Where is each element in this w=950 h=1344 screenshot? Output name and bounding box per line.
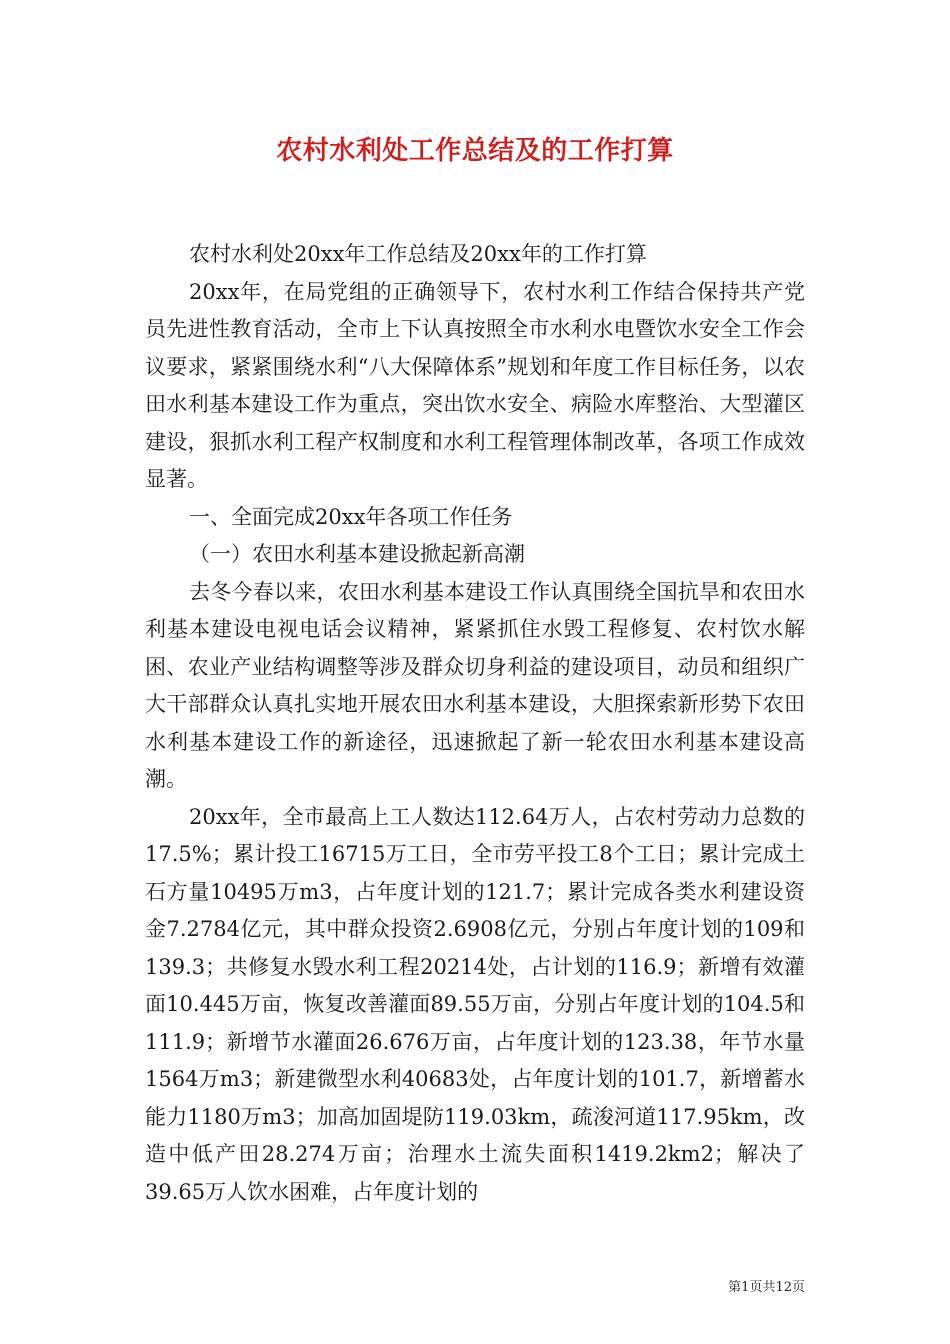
paragraph-statistics: 20xx年，全市最高上工人数达112.64万人，占农村劳动力总数的17.5%；累计投工16715万工日，全市劳平投工8个工日；累计完成土石方量10495万m3，占年度计划的121.7；累计完成各类水利建设资金7.2784亿元，其中群众投资2.6908亿元，分别占年度计划的109和139.3；共修复水毁水利工程20214处，占计划的116.9；新增有效灌面10.445万亩，恢复改善灌面89.55万亩，分别占年度计划的104.5和111.9；新增节水灌面26.676万亩，占年度计划的123.38，年节水量1564万m3；新建微型水利40683处，占年度计划的101.7，新增蓄水能力1180万m3；加高加固堤防119.03km，疏浚河道117.95km，改造中低产田28.274万亩；治理水土流失面积1419.2km2；解决了39.65万人饮水困难，占年度计划的 (145, 804, 805, 1204)
document-subtitle: 农村水利处20xx年工作总结及20xx年的工作打算 (189, 242, 647, 266)
paragraph-intro: 20xx年，在局党组的正确领导下，农村水利工作结合保持共产党员先进性教育活动，全市上下认真按照全市水利水电暨饮水安全工作会议要求，紧紧围绕水利“八大保障体系”规划和年度工作目标任务，以农田水利基本建设工作为重点，突出饮水安全、病险水库整治、大型灌区建设，狠抓水利工程产权制度和水利工程管理体制改革，各项工作成效显著。 (145, 279, 805, 491)
page-number: 第1页共12页 (728, 1280, 805, 1295)
subsection-heading: （一）农田水利基本建设掀起新高潮 (189, 542, 525, 566)
paragraph-construction: 去冬今春以来，农田水利基本建设工作认真围绕全国抗旱和农田水利基本建设电视电话会议精神，紧紧抓住水毁工程修复、农村饮水解困、农业产业结构调整等涉及群众切身利益的建设项目，动员和组织广大干部群众认真扎实地开展农田水利基本建设，大胆探索新形势下农田水利基本建设工作的新途径，迅速掀起了新一轮农田水利基本建设高潮。 (145, 579, 805, 791)
section-heading: 一、全面完成20xx年各项工作任务 (189, 504, 513, 529)
document-title: 农村水利处工作总结及的工作打算 (276, 136, 674, 166)
document-body (145, 236, 805, 1211)
